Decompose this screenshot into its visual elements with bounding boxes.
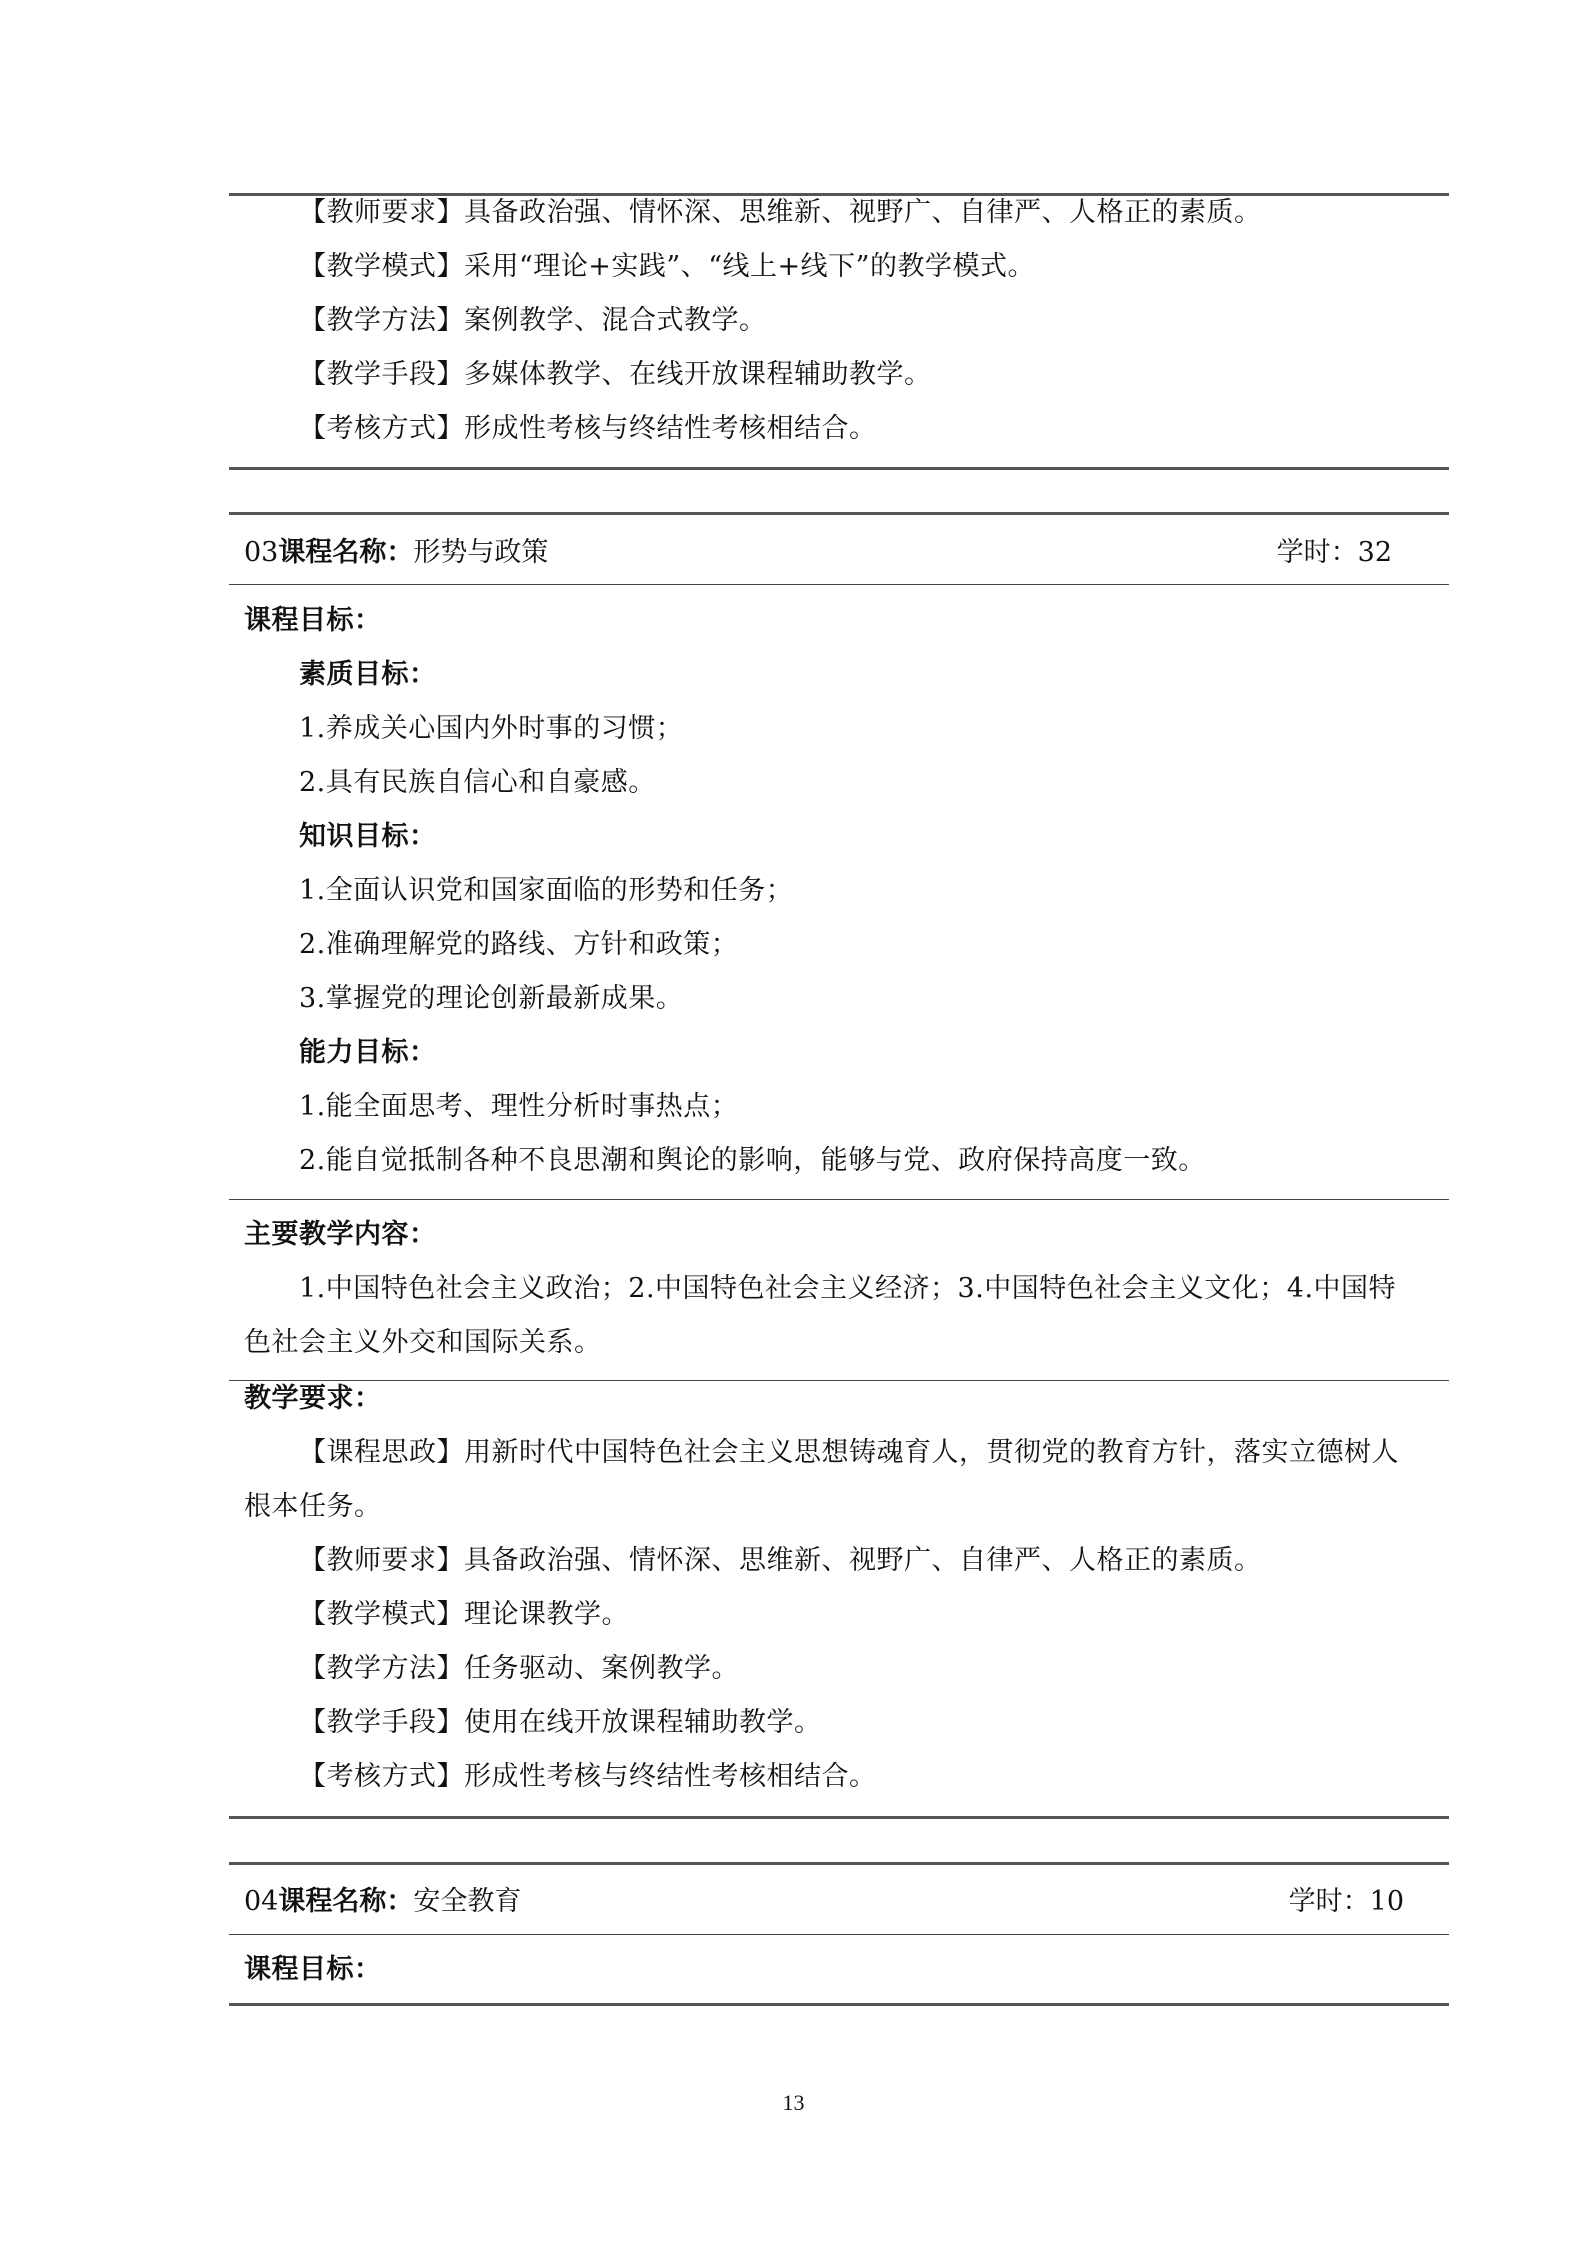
content-text: 1.中国特色社会主义政治；2.中国特色社会主义经济；3.中国特色社会主义文化；4.中国特 [299, 1273, 1397, 1304]
requirements-label: 教学要求： [244, 1383, 382, 1414]
course-number: 03 [244, 537, 279, 568]
knowledge-item: 3.掌握党的理论创新最新成果。 [299, 983, 684, 1014]
ability-item: 2.能自觉抵制各种不良思潮和舆论的影响，能够与党、政府保持高度一致。 [299, 1145, 1206, 1176]
teaching-mode-line: 【教学模式】理论课教学。 [299, 1599, 629, 1630]
content-end-rule [229, 1380, 1449, 1381]
bottom-rule [229, 2003, 1449, 2006]
course-hours: 学时：32 [1276, 537, 1392, 568]
course-name-label: 课程名称： [278, 1886, 414, 1917]
course-name: 安全教育 [413, 1886, 522, 1917]
course-name: 形势与政策 [413, 537, 549, 568]
course04-header-rule [229, 1934, 1449, 1935]
assessment-line: 【考核方式】形成性考核与终结性考核相结合。 [299, 1761, 877, 1792]
teaching-mode-line: 【教学模式】采用“理论+实践”、“线上+线下”的教学模式。 [299, 251, 1035, 282]
assessment-line: 【考核方式】形成性考核与终结性考核相结合。 [299, 413, 877, 444]
content-text-cont: 色社会主义外交和国际关系。 [244, 1327, 602, 1358]
course03-end-rule [229, 1816, 1449, 1819]
quality-item: 1.养成关心国内外时事的习惯； [299, 713, 684, 744]
section-end-rule [229, 467, 1449, 470]
quality-objectives-label: 素质目标： [299, 659, 437, 690]
course-number: 04 [244, 1886, 279, 1917]
teacher-requirement-line: 【教师要求】具备政治强、情怀深、思维新、视野广、自律严、人格正的素质。 [299, 197, 1262, 228]
page-number: 13 [782, 2090, 805, 2115]
knowledge-item: 1.全面认识党和国家面临的形势和任务； [299, 875, 794, 906]
course-hours: 学时：10 [1288, 1886, 1404, 1917]
content-label: 主要教学内容： [244, 1219, 437, 1250]
teaching-method-line: 【教学方法】案例教学、混合式教学。 [299, 305, 767, 336]
ability-item: 1.能全面思考、理性分析时事热点； [299, 1091, 739, 1122]
course04-top-rule [229, 1862, 1449, 1865]
course-name-label: 课程名称： [278, 537, 414, 568]
teaching-means-line: 【教学手段】使用在线开放课程辅助教学。 [299, 1707, 822, 1738]
objectives-label: 课程目标： [244, 1954, 382, 1985]
teacher-requirement-line: 【教师要求】具备政治强、情怀深、思维新、视野广、自律严、人格正的素质。 [299, 1545, 1262, 1576]
ability-objectives-label: 能力目标： [299, 1037, 437, 1068]
teaching-means-line: 【教学手段】多媒体教学、在线开放课程辅助教学。 [299, 359, 932, 390]
knowledge-item: 2.准确理解党的路线、方针和政策； [299, 929, 739, 960]
ideology-line: 【课程思政】用新时代中国特色社会主义思想铸魂育人，贯彻党的教育方针，落实立德树人 [299, 1437, 1399, 1468]
quality-item: 2.具有民族自信心和自豪感。 [299, 767, 656, 798]
teaching-method-line: 【教学方法】任务驱动、案例教学。 [299, 1653, 739, 1684]
course03-header-rule [229, 584, 1449, 585]
ideology-line-cont: 根本任务。 [244, 1491, 382, 1522]
course03-header [244, 535, 1404, 571]
objectives-label: 课程目标： [244, 605, 382, 636]
course03-top-rule [229, 512, 1449, 515]
course04-header [244, 1884, 1404, 1920]
knowledge-objectives-label: 知识目标： [299, 821, 437, 852]
objectives-end-rule [229, 1199, 1449, 1200]
